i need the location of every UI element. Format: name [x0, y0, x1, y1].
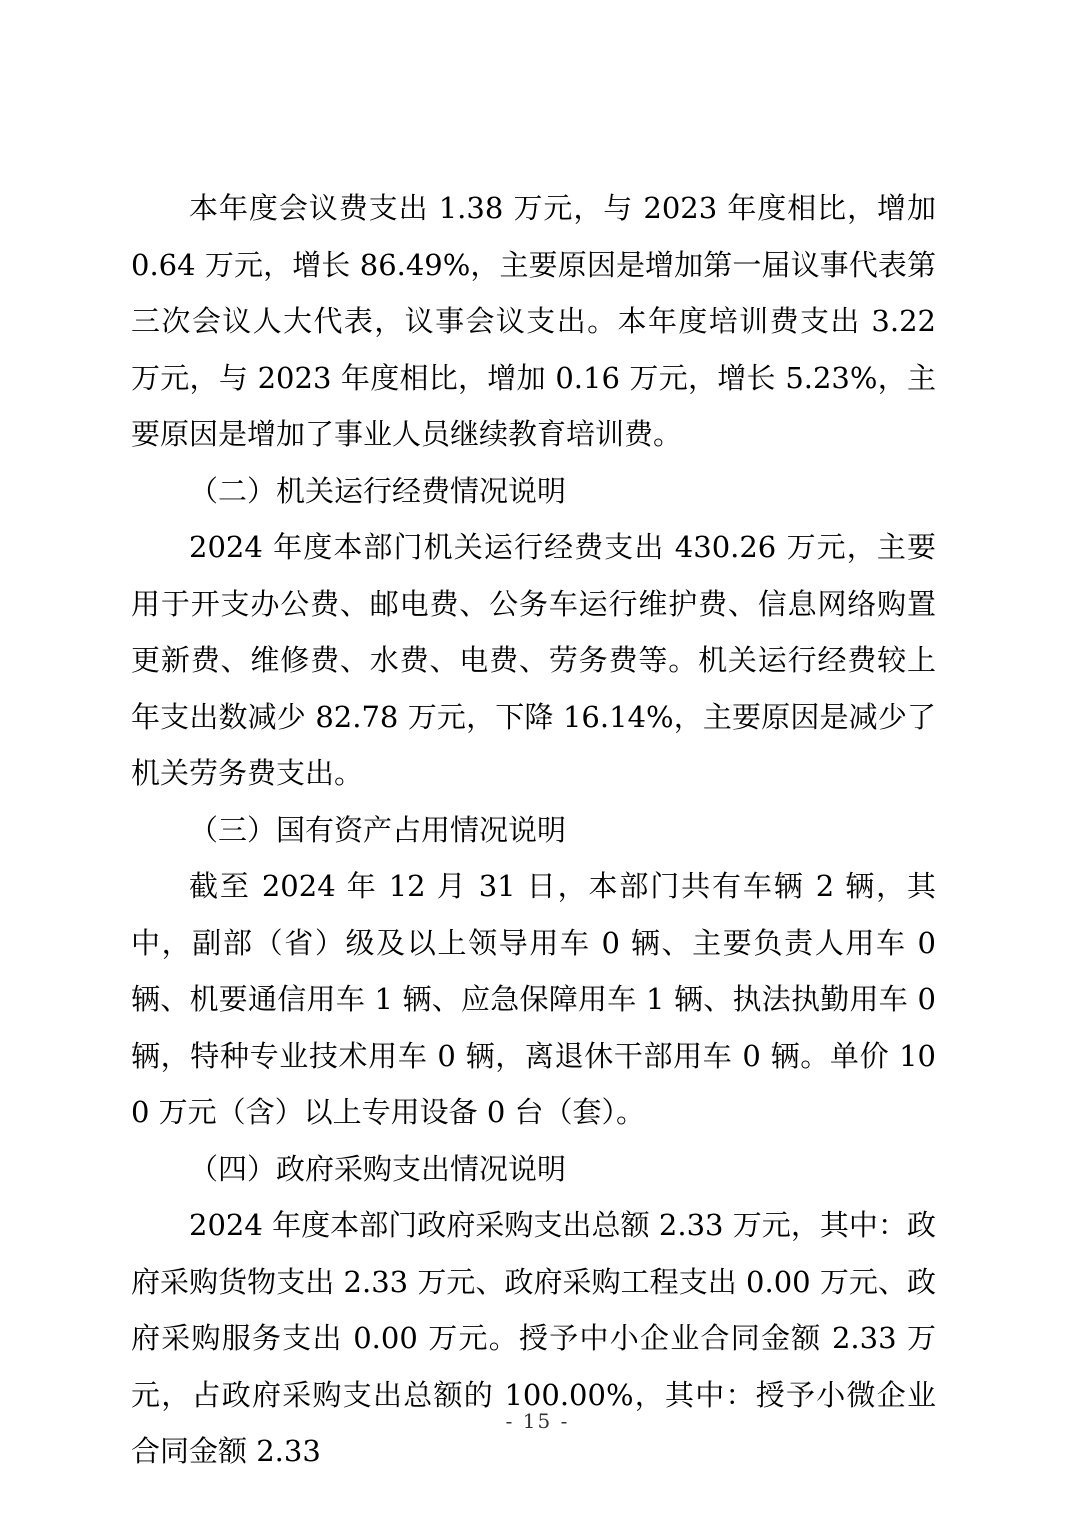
paragraph-government-procurement: 2024 年度本部门政府采购支出总额 2.33 万元，其中：政府采购货物支出 2.33 万元、政府采购工程支出 0.00 万元、政府采购服务支出 0.00 万元。授予中小企业合同金额 2.33 万元，占政府采购支出总额的 100.00%，其中：授予小微企业合同金额 2.33 — [131, 1208, 936, 1468]
paragraph-meeting-training-expenses: 本年度会议费支出 1.38 万元，与 2023 年度相比，增加 0.64 万元，增长 86.49%，主要原因是增加第一届议事代表第三次会议人大代表，议事会议支出。本年度培训费支出 3.22 万元，与 2023 年度相比，增加 0.16 万元，增长 5.23%，主要原因是增加了事业人员继续教育培训费。 — [131, 191, 936, 451]
section-heading-government-procurement: （四）政府采购支出情况说明 — [189, 1151, 567, 1186]
page-number: - 15 - — [505, 1409, 570, 1433]
section-heading-state-assets: （三）国有资产占用情况说明 — [189, 812, 567, 847]
paragraph-state-assets: 截至 2024 年 12 月 31 日，本部门共有车辆 2 辆，其中，副部（省）级及以上领导用车 0 辆、主要负责人用车 0 辆、机要通信用车 1 辆、应急保障用车 1 辆、执法执勤用车 0 辆，特种专业技术用车 0 辆，离退休干部用车 0 辆。单价 100 万元（含）以上专用设备 0 台（套）。 — [131, 869, 936, 1129]
section-heading-operating-expenses: （二）机关运行经费情况说明 — [189, 473, 567, 508]
document-body — [131, 180, 936, 1480]
paragraph-operating-expenses: 2024 年度本部门机关运行经费支出 430.26 万元，主要用于开支办公费、邮电费、公务车运行维护费、信息网络购置更新费、维修费、水费、电费、劳务费等。机关运行经费较上年支出数减少 82.78 万元，下降 16.14%，主要原因是减少了机关劳务费支出。 — [131, 530, 936, 790]
